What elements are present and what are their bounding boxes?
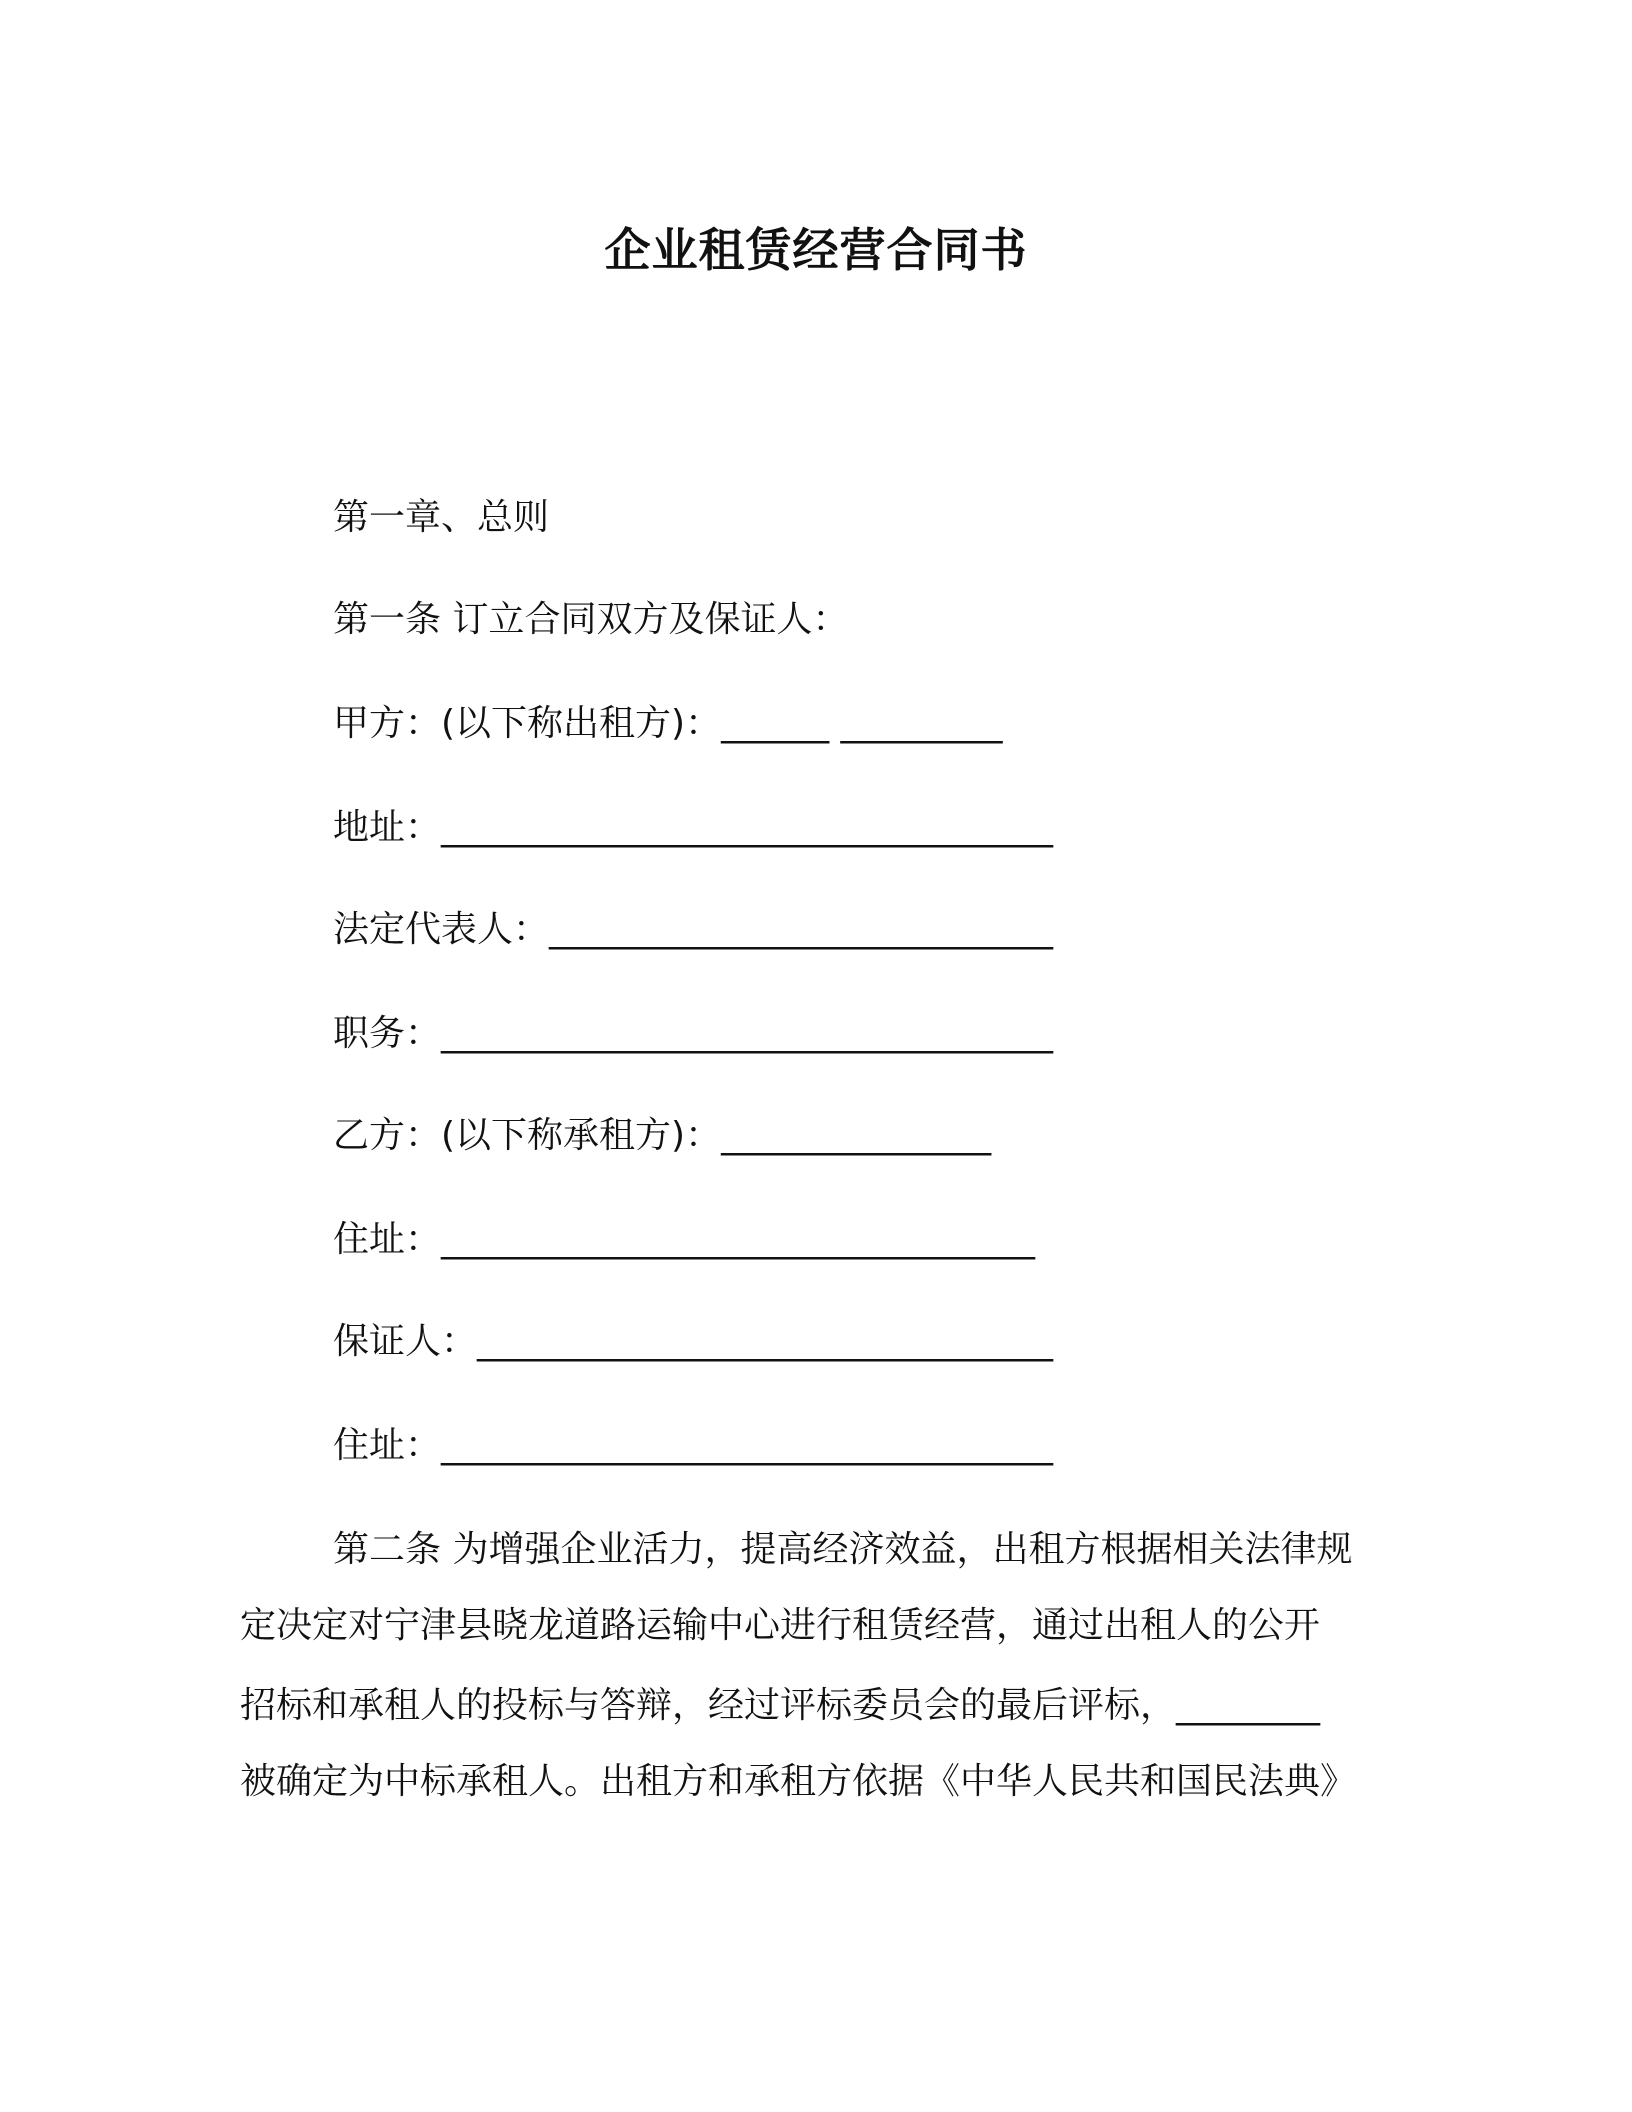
chapter-heading: 第一章、总则 (333, 497, 550, 538)
guarantor-line: 保证人：________________________________ (333, 1321, 1054, 1362)
article-1-heading: 第一条 订立合同双方及保证人： (333, 599, 849, 640)
position-line: 职务：__________________________________ (333, 1013, 1054, 1054)
residence-guarantor-line: 住址：__________________________________ (333, 1425, 1054, 1466)
document-title: 企业租赁经营合同书 (604, 223, 1028, 277)
article-2-line-1: 第二条 为增强企业活力，提高经济效益，出租方根据相关法律规 (333, 1529, 1353, 1570)
article-2-line-3: 招标和承租人的投标与答辩，经过评标委员会的最后评标，________ (240, 1685, 1321, 1726)
party-b-line: 乙方：(以下称承租方)：_______________ (333, 1115, 992, 1156)
party-a-line: 甲方：(以下称出租方)：______ _________ (333, 703, 1003, 744)
article-2-line-4: 被确定为中标承租人。出租方和承租方依据《中华人民共和国民法典》 (240, 1761, 1357, 1802)
residence-b-line: 住址：_________________________________ (333, 1219, 1036, 1260)
address-a-line: 地址：__________________________________ (333, 807, 1054, 848)
legal-representative-line: 法定代表人：____________________________ (333, 909, 1054, 950)
article-2-line-2: 定决定对宁津县晓龙道路运输中心进行租赁经营，通过出租人的公开 (240, 1605, 1321, 1646)
